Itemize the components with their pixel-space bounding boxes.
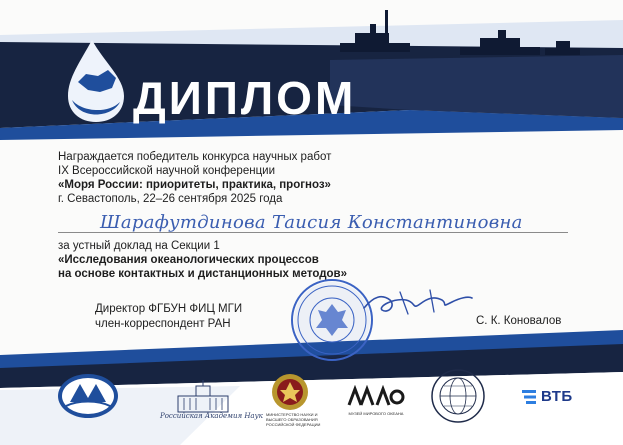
signer-titles [95,302,242,332]
award-line-1: Награждается победитель конкурса научных работ [58,151,332,163]
signer-title-1: Директор ФГБУН ФИЦ МГИ [95,303,243,315]
report-text [58,239,528,281]
rgo-logo [430,368,486,424]
signer-name: С. К. Коновалов [476,315,562,327]
place-date: г. Севастополь, 22–26 сентября 2025 года [58,193,283,205]
mgi-logo [56,372,120,420]
award-line-2: IX Всероссийской научной конференции [58,165,276,177]
recipient-name: Шарафутдинова Таисия Константиновна [100,212,523,233]
ran-caption: Российская Академия Наук [160,412,263,420]
award-text [58,150,528,206]
vtb-wordmark: ВТБ [541,388,573,405]
conference-name: «Моря России: приоритеты, практика, прогноз» [58,179,331,191]
recipient-underline [58,232,568,233]
handwritten-signature [360,286,475,320]
museum-caption: МУЗЕЙ МИРОВОГО ОКЕАНА [348,411,404,416]
section-line-2: на основе контактных и дистанционных методов» [58,268,347,280]
diploma-title: ДИПЛОМ [133,72,357,124]
minobr-caption: МИНИСТЕРСТВО НАУКИ И ВЫСШЕГО ОБРАЗОВАНИЯ РОССИЙСКОЙ ФЕДЕРАЦИИ [266,412,321,427]
minobr-emblem [270,372,310,412]
report-line: за устный доклад на Секции 1 [58,240,220,252]
section-line-1: «Исследования океанологических процессов [58,254,319,266]
signer-title-2: член-корреспондент РАН [95,318,231,330]
museum-logo [345,385,405,409]
